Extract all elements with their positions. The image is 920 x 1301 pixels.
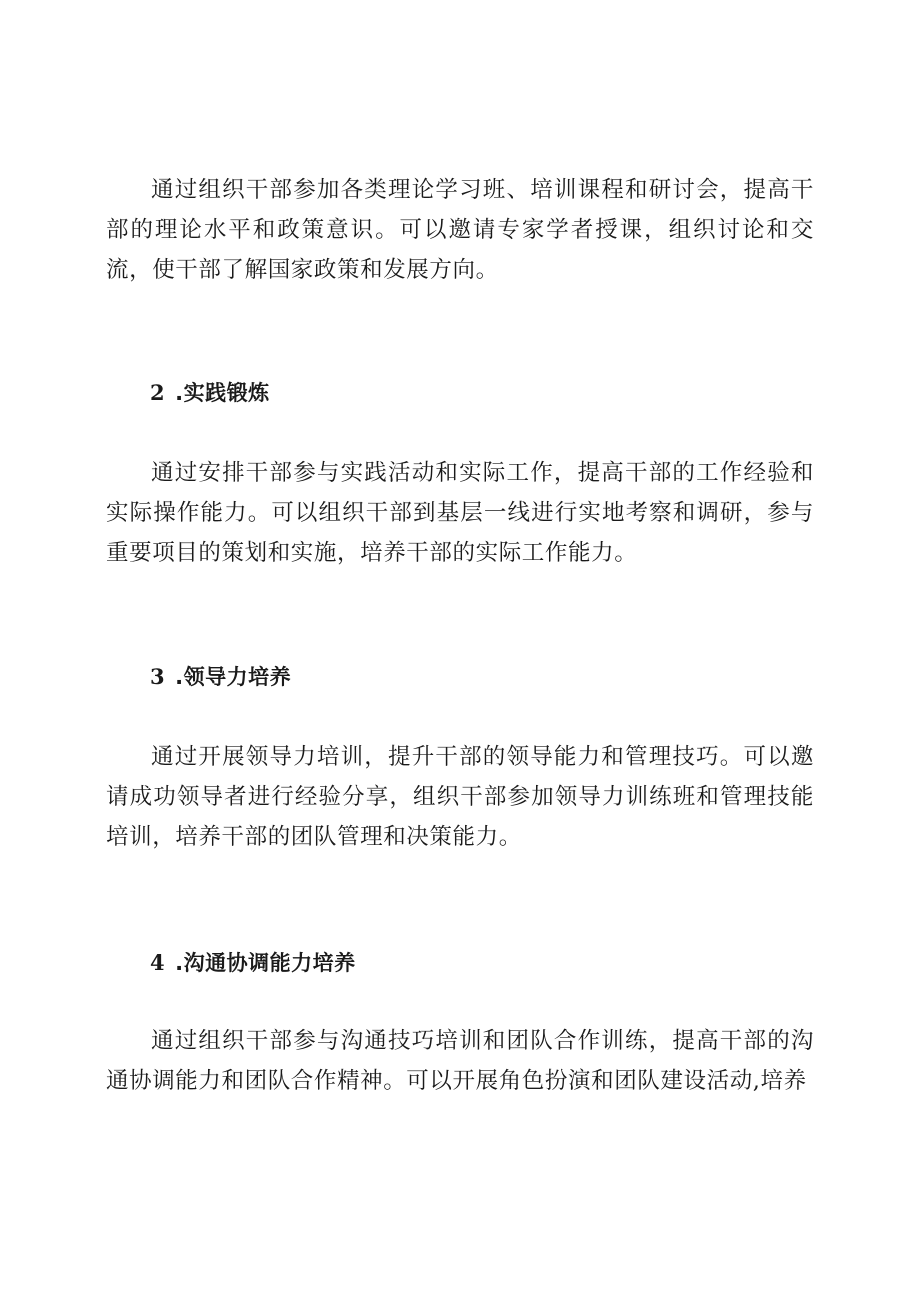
section-heading-communication	[150, 948, 356, 978]
section-title: .沟通协调能力培养	[175, 951, 356, 975]
section-heading-leadership	[150, 662, 291, 692]
section-number: 3	[150, 664, 166, 689]
section-title: .领导力培养	[175, 665, 292, 689]
paragraph-practice: 通过安排干部参与实践活动和实际工作，提高干部的工作经验和实际操作能力。可以组织干部到基层一线进行实地考察和调研，参与重要项目的策划和实施，培养干部的实际工作能力。	[106, 460, 814, 566]
paragraph-communication: 通过组织干部参与沟通技巧培训和团队合作训练，提高干部的沟通协调能力和团队合作精神。可以开展角色扮演和团队建设活动,培养	[106, 1028, 814, 1094]
section-title: .实践锻炼	[175, 381, 270, 405]
paragraph-theory-study: 通过组织干部参加各类理论学习班、培训课程和研讨会，提高干部的理论水平和政策意识。可以邀请专家学者授课，组织讨论和交流，使干部了解国家政策和发展方向。	[106, 177, 814, 283]
section-heading-practice	[150, 378, 270, 408]
paragraph-leadership: 通过开展领导力培训，提升干部的领导能力和管理技巧。可以邀请成功领导者进行经验分享，组织干部参加领导力训练班和管理技能培训，培养干部的团队管理和决策能力。	[106, 744, 814, 850]
section-number: 2	[150, 380, 166, 405]
section-number: 4	[150, 950, 166, 975]
